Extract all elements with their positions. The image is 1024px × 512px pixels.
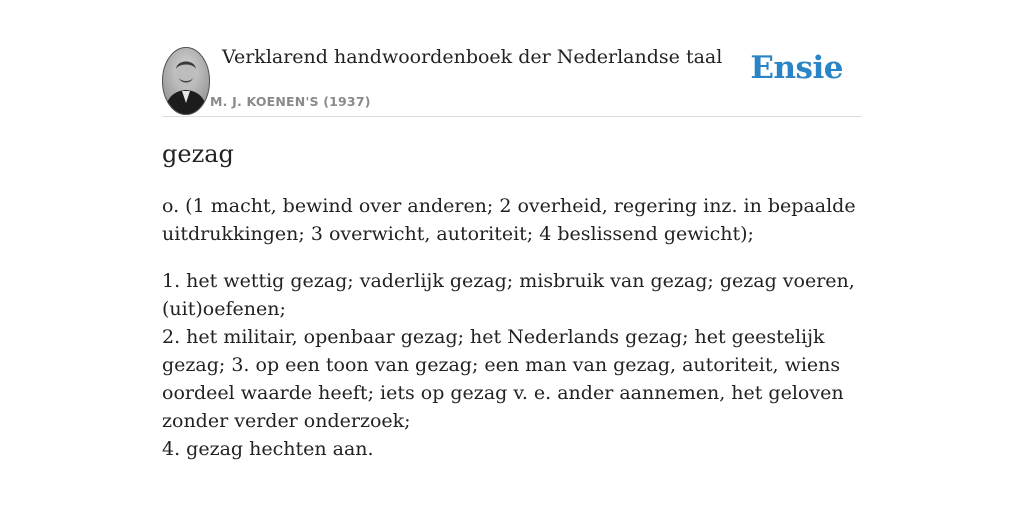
entry-example-3: 4. gezag hechten aan. <box>162 438 374 460</box>
dictionary-author-year: M. J. KOENEN'S (1937) <box>210 94 371 109</box>
entry-content <box>162 192 862 463</box>
ensie-logo[interactable]: Ensie <box>750 50 843 86</box>
dictionary-title[interactable]: Verklarend handwoordenboek der Nederlandse taal <box>222 46 723 68</box>
dictionary-header <box>162 44 862 117</box>
entry-headword: gezag <box>162 140 234 168</box>
entry-example-2: 2. het militair, openbaar gezag; het Nederlands gezag; het geestelijk gezag; 3. op een toon van gezag; een man van gezag, autoriteit, wiens oordeel waarde heeft; iets op gezag v. e. ander aannemen, het geloven zonder verder onderzoek; <box>162 326 844 432</box>
author-portrait-icon <box>162 47 210 115</box>
entry-example-1: 1. het wettig gezag; vaderlijk gezag; misbruik van gezag; gezag voeren, (uit)oefenen; <box>162 270 855 320</box>
entry-definition: o. (1 macht, bewind over anderen; 2 overheid, regering inz. in bepaalde uitdrukkingen; 3 overwicht, autoriteit; 4 beslissend gewicht); <box>162 195 856 245</box>
